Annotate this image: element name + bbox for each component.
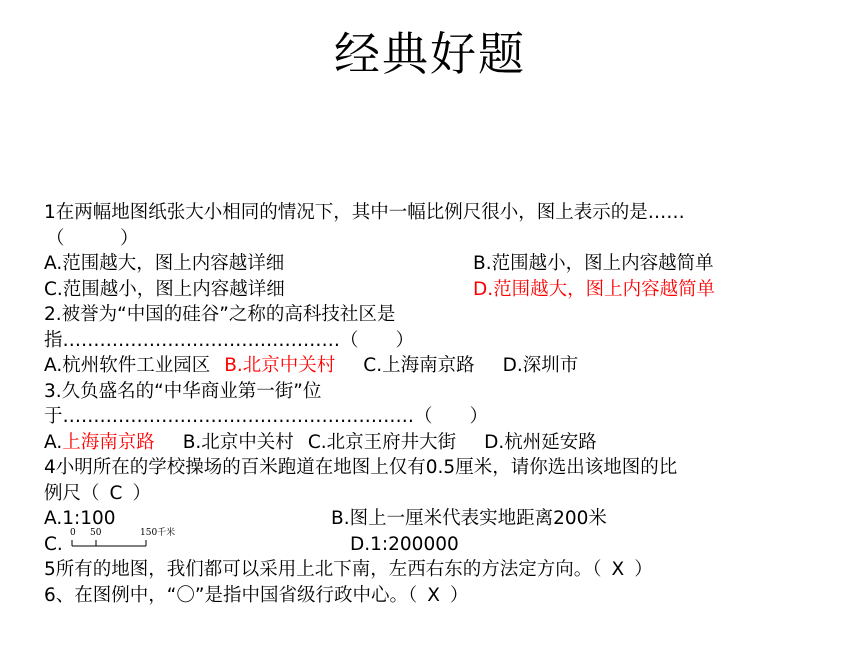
scale-label-0: 0 (70, 527, 76, 538)
q4-stem: 4小明所在的学校操场的百米跑道在地图上仅有0.5厘米，请你选出该地图的比 (44, 457, 678, 478)
q2-options (44, 353, 824, 379)
q2-option-c: C.上海南京路 (363, 355, 475, 376)
q5-stem: 5所有的地图，我们都可以采用上北下南，左西右东的方法定方向。（ (44, 559, 602, 580)
q3-stem: 3.久负盛名的“中华商业第一街”位 (44, 380, 322, 402)
q4-option-d: D.1:200000 (350, 533, 459, 555)
q5-line (44, 557, 824, 583)
q2-option-d: D.深圳市 (502, 355, 579, 376)
scale-label-150: 150千米 (140, 527, 176, 538)
scale-label-50: 50 (90, 527, 102, 538)
q2-option-b-correct: B.北京中关村 (224, 355, 336, 376)
q1-options-row1 (44, 251, 824, 277)
q4-answer: C (109, 482, 123, 504)
q3-option-b: B.北京中关村 (182, 431, 294, 453)
q3-option-a-prefix: A. (44, 431, 63, 453)
q6-line (44, 583, 824, 609)
q2-option-a: A.杭州软件工业园区 (44, 355, 211, 376)
q4-options-row2 (44, 527, 824, 558)
q4-option-c: C. (44, 533, 63, 555)
question-list (44, 200, 824, 608)
q4-option-b: B.图上一厘米代表实地距离200米 (331, 508, 607, 529)
q1-option-d-correct: D.范围越大，图上内容越简单 (473, 278, 716, 300)
q1-bracket: （ ） (46, 227, 139, 249)
scale-bar-icon (66, 524, 206, 554)
page-title: 经典好题 (334, 27, 526, 81)
scale-bar-figure (66, 524, 206, 554)
q4-option-a: A.1:100 (44, 508, 116, 529)
q6-stem: 6、在图例中，“〇”是指中国省级行政中心。（ (44, 584, 418, 606)
q3-options (44, 430, 824, 456)
q6-answer: X (427, 584, 440, 606)
q3-stem-continued: 于…………………………………………………（ ） (44, 406, 489, 427)
q1-option-a: A.范围越大，图上内容越详细 (44, 253, 285, 274)
q1-stem: 1在两幅地图纸张大小相同的情况下，其中一幅比例尺很小，图上表示的是…… (44, 202, 685, 223)
q1-option-b: B.范围越小，图上内容越简单 (473, 253, 714, 274)
q3-option-a-correct: 上海南京路 (62, 431, 155, 453)
q3-option-c: C.北京王府井大街 (307, 431, 457, 453)
q2-stem-continued: 指………………………………………（ ） (44, 329, 415, 351)
q5-bracket-close: ） (634, 559, 653, 580)
q3-option-d: D.杭州延安路 (484, 431, 597, 453)
q1-options-row2 (44, 277, 824, 303)
q4-stem-continued (44, 481, 824, 507)
q4-stem-prefix: 例尺（ (44, 482, 100, 504)
q5-answer: X (611, 559, 625, 580)
q2-stem: 2.被誉为“中国的硅谷”之称的高科技社区是 (44, 304, 396, 325)
q6-bracket-close: ） (449, 584, 469, 606)
q4-stem-suffix: ） (132, 482, 151, 504)
q1-option-c: C.范围越小，图上内容越详细 (44, 278, 285, 300)
